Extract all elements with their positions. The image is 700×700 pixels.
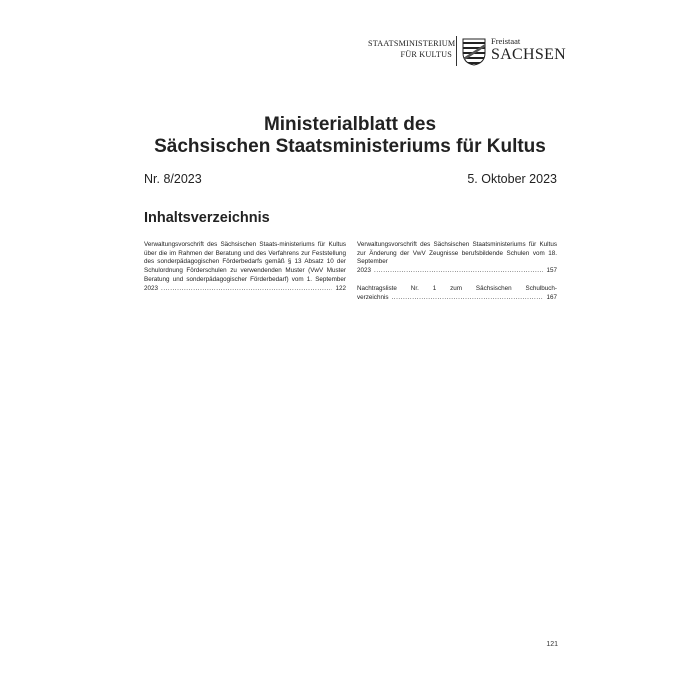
toc-entry-page: 122: [335, 284, 346, 292]
toc-column-right: [357, 241, 557, 311]
toc-entry-lastline: 2023: [357, 267, 372, 275]
issue-date: 5. Oktober 2023: [467, 172, 557, 186]
toc-entry-text: Verwaltungsvorschrift des Sächsischen Staatsministeriums für Kultus zur Änderung der VwV Zeugnisse berufsbildende Schulen vom 18. September: [357, 241, 557, 266]
toc-leader: [374, 267, 543, 276]
state-name: Freistaat SACHSEN: [491, 36, 567, 63]
logo-divider: [456, 36, 457, 66]
toc-entry-lastline: verzeichnis: [357, 293, 389, 301]
issue-number: Nr. 8/2023: [144, 172, 202, 186]
toc-entry[interactable]: [357, 241, 557, 276]
toc-entry-lastline: 2023: [144, 284, 159, 292]
page-number: 121: [546, 641, 558, 648]
toc-entry[interactable]: [144, 241, 346, 293]
ministry-logo: [368, 36, 567, 70]
toc-leader: [392, 294, 544, 303]
document-title: Ministerialblatt des Sächsischen Staatsministeriums für Kultus: [154, 114, 546, 157]
toc-entry-page: 167: [546, 293, 557, 301]
coat-of-arms-icon: [462, 38, 486, 66]
toc-entry-text: Nachtragsliste Nr. 1 zum Sächsischen Schulbuch-: [357, 284, 557, 292]
toc-heading: Inhaltsverzeichnis: [144, 210, 270, 226]
toc-leader: [161, 285, 332, 294]
toc-entry[interactable]: [357, 285, 557, 302]
toc-column-left: [144, 241, 346, 302]
toc-entry-page: 157: [546, 267, 557, 275]
ministry-name: STAATSMINISTERIUM FÜR KULTUS: [368, 39, 456, 59]
toc-entry-text: Verwaltungsvorschrift des Sächsischen Staats-ministeriums für Kultus über die im Rahmen der Beratung und des Verfahrens zur Feststellung des sonderpädagogischen Förderbedarfs gemäß § 13 Absatz 10 der Schulordnung Förderschulen zu verwendenden Muster (VwV Muster Beratung und sonderpädagogischer Förderbedarf) vom 1. September: [144, 241, 346, 283]
